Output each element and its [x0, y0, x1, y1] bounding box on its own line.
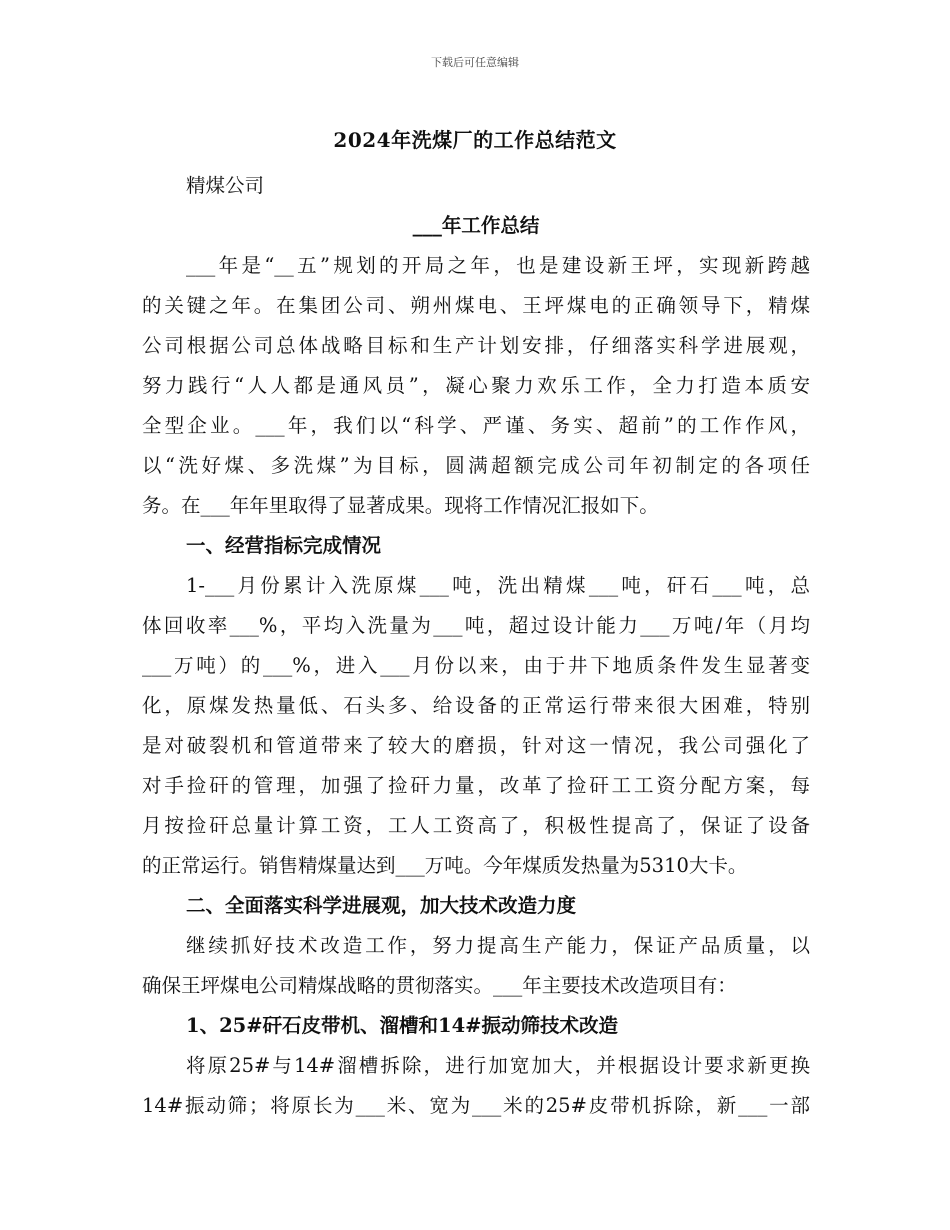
- paragraph-line: 确保王坪煤电公司精煤战略的贯彻落实。___年主要技术改造项目有：: [142, 974, 737, 997]
- header-note: 下载后可任意编辑: [431, 56, 519, 69]
- paragraph-line: 1-___月份累计入洗原煤___吨，洗出精煤___吨，矸石___吨，总: [186, 574, 810, 597]
- subtitle: ___年工作总结: [412, 214, 540, 237]
- paragraph-line: 继续抓好技术改造工作，努力提高生产能力，保证产品质量，以: [186, 934, 810, 957]
- paragraph-line: 是对破裂机和管道带来了较大的磨损，针对这一情况，我公司强化了: [142, 734, 810, 757]
- paragraph-line: 努力践行“人人都是通风员”，凝心聚力欢乐工作，全力打造本质安: [142, 374, 810, 397]
- document-title: 2024年洗煤厂的工作总结范文: [333, 128, 617, 152]
- paragraph-line: 的关键之年。在集团公司、朔州煤电、王坪煤电的正确领导下，精煤: [142, 294, 810, 317]
- paragraph-line: ___万吨）的___%，进入___月份以来，由于井下地质条件发生显著变: [142, 654, 810, 677]
- paragraph-line: 务。在___年年里取得了显著成果。现将工作情况汇报如下。: [142, 494, 659, 517]
- paragraph-line: 公司根据公司总体战略目标和生产计划安排，仔细落实科学进展观，: [142, 334, 810, 357]
- paragraph-line: 14#振动筛；将原长为___米、宽为___米的25#皮带机拆除，新___一部: [142, 1094, 810, 1117]
- paragraph-line: ___年是“__五”规划的开局之年，也是建设新王坪，实现新跨越: [186, 254, 810, 277]
- section-heading: 二、全面落实科学进展观，加大技术改造力度: [186, 894, 577, 917]
- document-body: [142, 166, 810, 1126]
- paragraph-line: 化，原煤发热量低、石头多、给设备的正常运行带来很大困难，特别: [142, 694, 810, 717]
- paragraph-line: 的正常运行。销售精煤量达到___万吨。今年煤质发热量为5310大卡。: [142, 854, 748, 877]
- paragraph-line: 以“洗好煤、多洗煤”为目标，圆满超额完成公司年初制定的各项任: [142, 454, 810, 477]
- author-line: 精煤公司: [186, 174, 265, 197]
- paragraph-line: 体回收率___%，平均入洗量为___吨，超过设计能力___万吨/年（月均: [142, 614, 810, 637]
- paragraph-line: 对手捡矸的管理，加强了捡矸力量，改革了捡矸工工资分配方案，每: [142, 774, 810, 797]
- section-heading: 一、经营指标完成情况: [186, 534, 382, 557]
- paragraph-line: 全型企业。___年，我们以“科学、严谨、务实、超前”的工作作风，: [142, 414, 810, 437]
- paragraph-line: 月按捡矸总量计算工资，工人工资高了，积极性提高了，保证了设备: [142, 814, 810, 837]
- paragraph-line: 将原25#与14#溜槽拆除，进行加宽加大，并根据设计要求新更换: [186, 1054, 810, 1077]
- subsection-heading: 1、25#矸石皮带机、溜槽和14#振动筛技术改造: [186, 1014, 619, 1037]
